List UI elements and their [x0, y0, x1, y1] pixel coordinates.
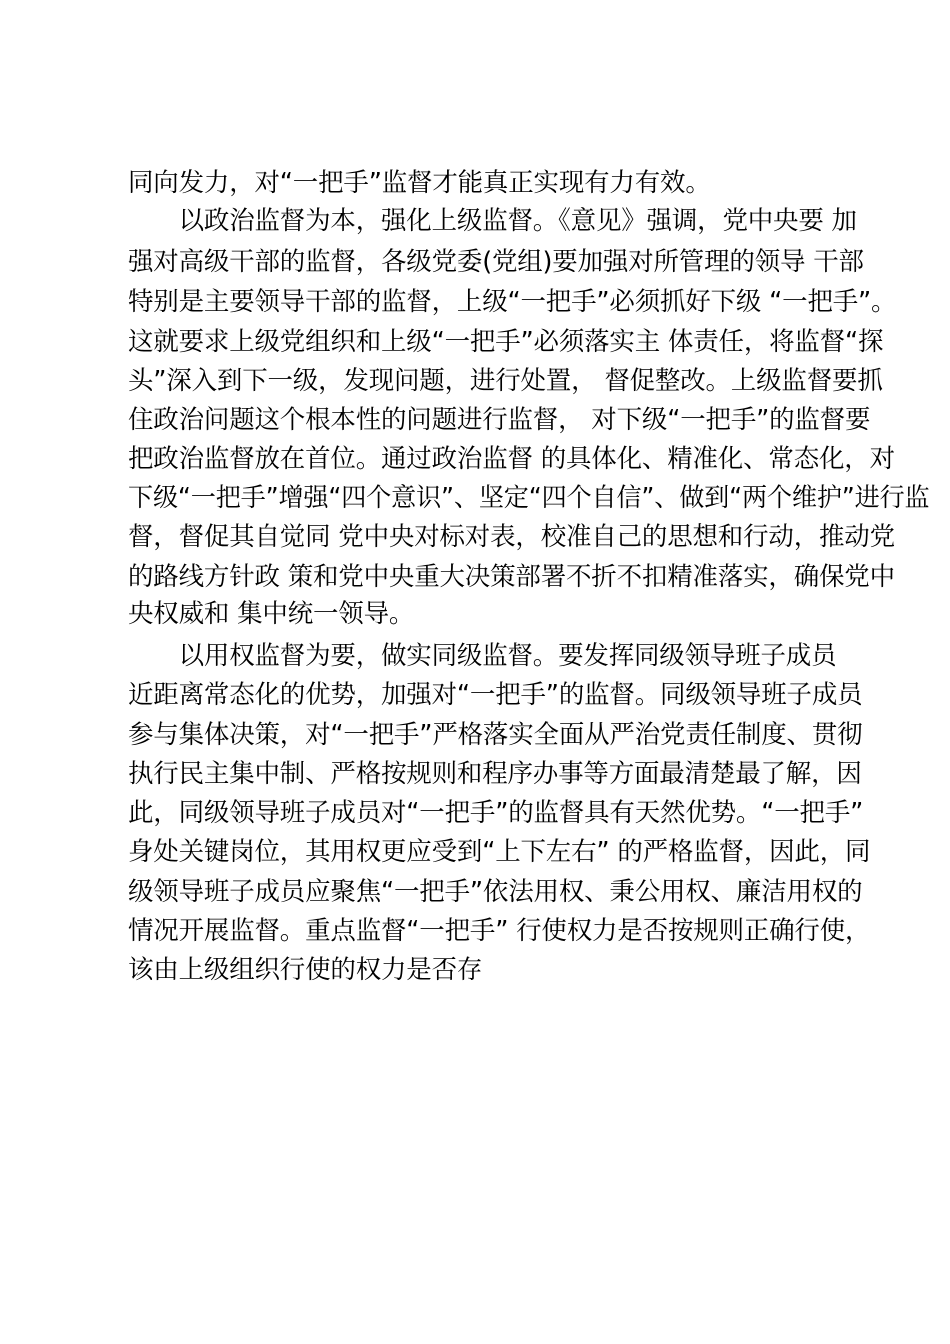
text-line: 把政治监督放在首位。通过政治监督 的具体化、精准化、常态化，对 — [128, 444, 895, 474]
text-line: 身处关键岗位，其用权更应受到“上下左右” 的严格监督，因此，同 — [128, 837, 871, 867]
text-line: 头”深入到下一级，发现问题，进行处置， 督促整改。上级监督要抓 — [128, 366, 883, 396]
text-line: 同向发力，对“一把手”监督才能真正实现有力有效。 — [128, 168, 711, 198]
text-line: 该由上级组织行使的权力是否存 — [128, 955, 483, 985]
text-line: 级领导班子成员应聚焦“一把手”依法用权、秉公用权、廉洁用权的 — [128, 877, 863, 907]
text-line: 以用权监督为要，做实同级监督。要发挥同级领导班子成员 — [128, 641, 837, 671]
text-line: 特别是主要领导干部的监督，上级“一把手”必须抓好下级 “一把手”。 — [128, 287, 897, 317]
text-line: 住政治问题这个根本性的问题进行监督， 对下级“一把手”的监督要 — [128, 405, 871, 435]
text-line: 督，督促其自觉同 党中央对标对表，校准自己的思想和行动，推动党 — [128, 522, 895, 552]
text-line: 近距离常态化的优势，加强对“一把手”的监督。同级领导班子成员 — [128, 680, 863, 710]
text-line: 此，同级领导班子成员对“一把手”的监督具有天然优势。“一把手” — [128, 798, 864, 828]
text-line: 强对高级干部的监督，各级党委(党组)要加强对所管理的领导 干部 — [128, 247, 864, 277]
text-line: 参与集体决策，对“一把手”严格落实全面从严治党责任制度、贯彻 — [128, 720, 863, 750]
text-line: 的路线方针政 策和党中央重大决策部署不折不扣精准落实，确保党中 — [128, 562, 895, 592]
text-line: 这就要求上级党组织和上级“一把手”必须落实主 体责任，将监督“探 — [128, 327, 884, 357]
text-line: 执行民主集中制、严格按规则和程序办事等方面最清楚最了解，因 — [128, 759, 862, 789]
text-line: 下级“一把手”增强“四个意识”、坚定“四个自信”、做到“两个维护”进行监 — [128, 483, 930, 513]
text-line: 以政治监督为本，强化上级监督。《意见》强调，党中央要 加 — [128, 206, 857, 236]
text-line: 央权威和 集中统一领导。 — [128, 599, 415, 629]
text-line: 情况开展监督。重点监督“一把手” 行使权力是否按规则正确行使， — [128, 916, 871, 946]
